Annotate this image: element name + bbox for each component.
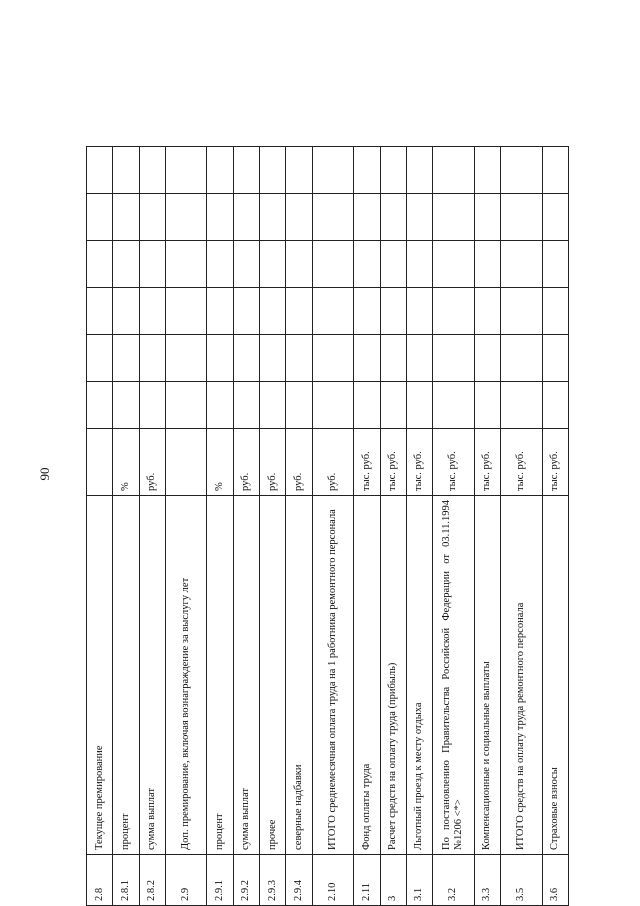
- row-name-cell: ИТОГО среднемесячная оплата труда на 1 работника ремонтного персонала: [312, 496, 354, 855]
- row-name-cell: сумма выплат: [233, 496, 259, 855]
- row-value-cell: [433, 147, 475, 194]
- row-value-cell: [87, 147, 113, 194]
- row-number-cell: 2.8.1: [113, 855, 139, 906]
- row-value-cell: [233, 288, 259, 335]
- row-value-cell: [87, 382, 113, 429]
- row-value-cell: [380, 147, 406, 194]
- row-number-cell: 3.3: [474, 855, 500, 906]
- row-value-cell: [286, 382, 312, 429]
- row-value-cell: [406, 241, 432, 288]
- row-unit-cell: руб.: [233, 429, 259, 496]
- row-number-cell: 2.9.4: [286, 855, 312, 906]
- row-value-cell: [474, 147, 500, 194]
- table-body: [87, 147, 569, 906]
- row-value-cell: [406, 194, 432, 241]
- row-value-cell: [113, 335, 139, 382]
- row-number-cell: 3.6: [542, 855, 568, 906]
- row-unit-cell: тыс. руб.: [406, 429, 432, 496]
- row-value-cell: [87, 241, 113, 288]
- table-row: [474, 147, 500, 906]
- row-value-cell: [312, 194, 354, 241]
- row-value-cell: [139, 147, 165, 194]
- table-row: [380, 147, 406, 906]
- row-value-cell: [87, 288, 113, 335]
- row-value-cell: [165, 194, 207, 241]
- table-row: [312, 147, 354, 906]
- row-name-cell: Компенсационные и социальные выплаты: [474, 496, 500, 855]
- row-value-cell: [500, 288, 542, 335]
- row-unit-cell: [87, 429, 113, 496]
- table-row: [165, 147, 207, 906]
- row-name-cell: сумма выплат: [139, 496, 165, 855]
- table-row: [207, 147, 233, 906]
- row-value-cell: [260, 147, 286, 194]
- row-unit-cell: %: [207, 429, 233, 496]
- row-value-cell: [260, 335, 286, 382]
- row-value-cell: [286, 335, 312, 382]
- row-value-cell: [286, 147, 312, 194]
- table-row: [500, 147, 542, 906]
- row-number-cell: 2.11: [354, 855, 380, 906]
- row-value-cell: [233, 147, 259, 194]
- row-value-cell: [286, 288, 312, 335]
- row-number-cell: 2.9.3: [260, 855, 286, 906]
- row-value-cell: [165, 335, 207, 382]
- row-number-cell: 3.1: [406, 855, 432, 906]
- row-value-cell: [406, 147, 432, 194]
- row-value-cell: [380, 288, 406, 335]
- row-unit-cell: руб.: [312, 429, 354, 496]
- row-value-cell: [433, 288, 475, 335]
- row-value-cell: [139, 288, 165, 335]
- row-value-cell: [354, 147, 380, 194]
- row-unit-cell: %: [113, 429, 139, 496]
- row-value-cell: [286, 194, 312, 241]
- row-value-cell: [500, 382, 542, 429]
- row-value-cell: [165, 147, 207, 194]
- row-name-cell: Фонд оплаты труда: [354, 496, 380, 855]
- row-value-cell: [380, 241, 406, 288]
- row-value-cell: [354, 335, 380, 382]
- row-value-cell: [542, 288, 568, 335]
- row-value-cell: [207, 288, 233, 335]
- row-unit-cell: руб.: [286, 429, 312, 496]
- row-value-cell: [233, 241, 259, 288]
- row-value-cell: [113, 147, 139, 194]
- row-value-cell: [500, 194, 542, 241]
- row-value-cell: [87, 335, 113, 382]
- row-unit-cell: тыс. руб.: [433, 429, 475, 496]
- row-value-cell: [380, 382, 406, 429]
- row-value-cell: [354, 241, 380, 288]
- row-value-cell: [500, 241, 542, 288]
- row-unit-cell: тыс. руб.: [500, 429, 542, 496]
- row-number-cell: 3.2: [433, 855, 475, 906]
- row-value-cell: [354, 194, 380, 241]
- row-value-cell: [542, 241, 568, 288]
- row-value-cell: [474, 335, 500, 382]
- row-value-cell: [542, 335, 568, 382]
- row-value-cell: [286, 241, 312, 288]
- wage-table: [86, 146, 569, 906]
- row-value-cell: [312, 382, 354, 429]
- row-value-cell: [500, 147, 542, 194]
- row-value-cell: [312, 241, 354, 288]
- row-value-cell: [354, 288, 380, 335]
- table-row: [433, 147, 475, 906]
- row-number-cell: 2.10: [312, 855, 354, 906]
- row-value-cell: [433, 194, 475, 241]
- row-value-cell: [474, 288, 500, 335]
- row-value-cell: [165, 382, 207, 429]
- page-number: 90: [37, 467, 52, 481]
- row-value-cell: [542, 147, 568, 194]
- row-name-cell: прочее: [260, 496, 286, 855]
- table-row: [406, 147, 432, 906]
- row-value-cell: [380, 335, 406, 382]
- row-name-cell: ИТОГО средств на оплату труда ремонтного персонала: [500, 496, 542, 855]
- row-value-cell: [433, 335, 475, 382]
- row-value-cell: [380, 194, 406, 241]
- row-value-cell: [233, 382, 259, 429]
- row-value-cell: [542, 194, 568, 241]
- table-row: [113, 147, 139, 906]
- row-unit-cell: руб.: [139, 429, 165, 496]
- row-value-cell: [312, 335, 354, 382]
- table-row: [286, 147, 312, 906]
- row-value-cell: [113, 194, 139, 241]
- row-unit-cell: руб.: [260, 429, 286, 496]
- row-unit-cell: [165, 429, 207, 496]
- row-value-cell: [207, 382, 233, 429]
- row-value-cell: [312, 288, 354, 335]
- row-name-cell: Доп. премирование, включая вознаграждение за выслугу лет: [165, 496, 207, 855]
- row-name-cell: Страховые взносы: [542, 496, 568, 855]
- row-number-cell: 3.5: [500, 855, 542, 906]
- table-row: [354, 147, 380, 906]
- row-number-cell: 2.8: [87, 855, 113, 906]
- row-value-cell: [233, 194, 259, 241]
- row-value-cell: [260, 382, 286, 429]
- row-number-cell: 2.8.2: [139, 855, 165, 906]
- table-row: [139, 147, 165, 906]
- row-value-cell: [312, 147, 354, 194]
- table-row: [260, 147, 286, 906]
- row-unit-cell: тыс. руб.: [474, 429, 500, 496]
- row-unit-cell: тыс. руб.: [354, 429, 380, 496]
- row-value-cell: [165, 241, 207, 288]
- table-row: [87, 147, 113, 906]
- row-value-cell: [406, 288, 432, 335]
- row-unit-cell: тыс. руб.: [542, 429, 568, 496]
- row-name-cell: процент: [207, 496, 233, 855]
- row-value-cell: [406, 382, 432, 429]
- row-value-cell: [406, 335, 432, 382]
- row-value-cell: [260, 288, 286, 335]
- row-name-cell: Текущее премирование: [87, 496, 113, 855]
- row-name-cell: процент: [113, 496, 139, 855]
- row-value-cell: [260, 241, 286, 288]
- row-value-cell: [542, 382, 568, 429]
- row-number-cell: 2.9.2: [233, 855, 259, 906]
- row-value-cell: [207, 335, 233, 382]
- row-name-cell: Расчет средств на оплату труда (прибыль): [380, 496, 406, 855]
- row-value-cell: [260, 194, 286, 241]
- row-value-cell: [433, 382, 475, 429]
- row-value-cell: [113, 382, 139, 429]
- row-value-cell: [113, 288, 139, 335]
- row-value-cell: [139, 382, 165, 429]
- row-number-cell: 2.9.1: [207, 855, 233, 906]
- table-container: [86, 146, 569, 906]
- row-value-cell: [474, 194, 500, 241]
- row-value-cell: [207, 241, 233, 288]
- row-unit-cell: тыс. руб.: [380, 429, 406, 496]
- row-number-cell: 3: [380, 855, 406, 906]
- row-value-cell: [433, 241, 475, 288]
- row-value-cell: [139, 241, 165, 288]
- row-value-cell: [233, 335, 259, 382]
- row-value-cell: [113, 241, 139, 288]
- row-name-cell: северные надбавки: [286, 496, 312, 855]
- row-value-cell: [165, 288, 207, 335]
- row-value-cell: [474, 241, 500, 288]
- table-row: [233, 147, 259, 906]
- row-value-cell: [474, 382, 500, 429]
- row-value-cell: [354, 382, 380, 429]
- row-value-cell: [207, 147, 233, 194]
- row-value-cell: [500, 335, 542, 382]
- row-value-cell: [139, 335, 165, 382]
- row-value-cell: [87, 194, 113, 241]
- row-value-cell: [139, 194, 165, 241]
- row-number-cell: 2.9: [165, 855, 207, 906]
- row-name-cell: Льготный проезд к месту отдыха: [406, 496, 432, 855]
- row-name-cell: По постановлению Правительства Российской Федерации от 03.11.1994 №1206 <*>: [433, 496, 475, 855]
- table-row: [542, 147, 568, 906]
- row-value-cell: [207, 194, 233, 241]
